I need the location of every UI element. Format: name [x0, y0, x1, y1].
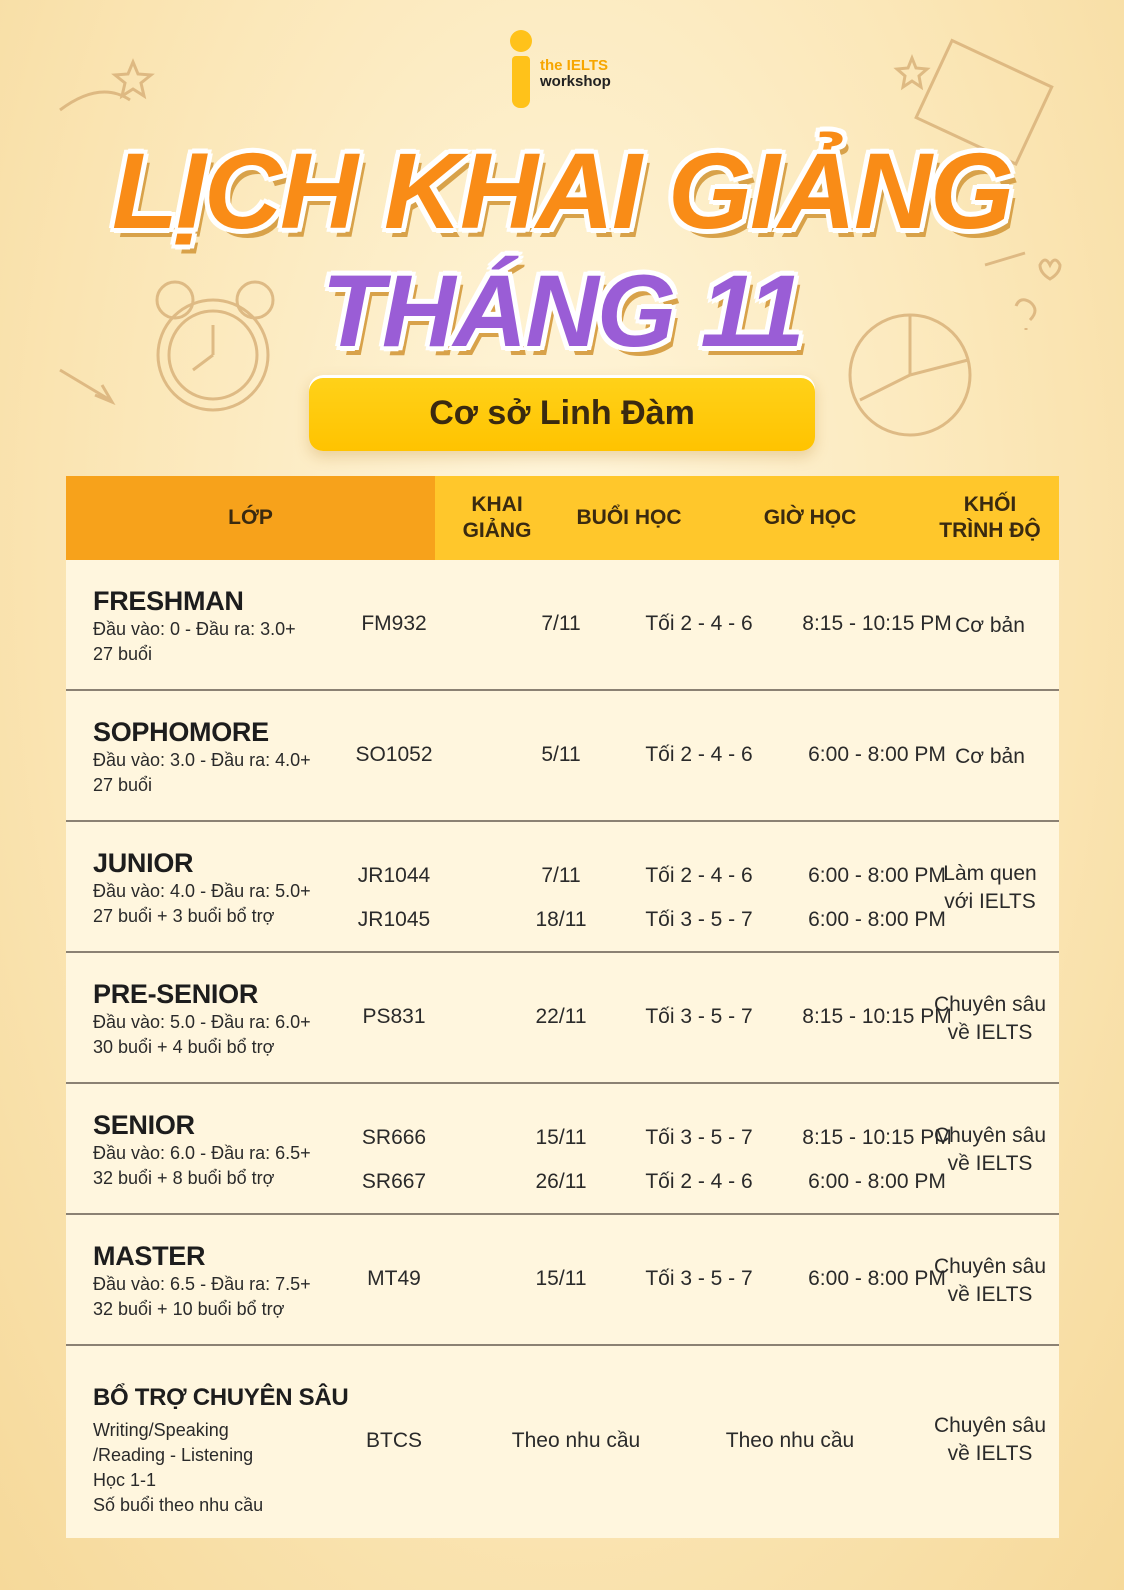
start-date: 18/11	[535, 908, 587, 931]
start-date: 15/11	[535, 1126, 587, 1149]
table-body	[66, 560, 1059, 1346]
start-date: 22/11	[535, 1005, 587, 1028]
logo-i-icon	[506, 30, 536, 108]
campus-badge: Cơ sở Linh Đàm	[309, 375, 815, 451]
course-name: SOPHOMORE	[93, 717, 269, 747]
page-subtitle: THÁNG 11	[321, 254, 803, 368]
course-desc: Đầu vào: 5.0 - Đầu ra: 6.0+ 30 buổi + 4 buổi bổ trợ	[93, 1012, 311, 1057]
header-lop: LỚP	[66, 476, 435, 560]
header-khai-giang: KHAI GIẢNG	[462, 493, 532, 542]
course-desc: Đầu vào: 4.0 - Đầu ra: 5.0+ 27 buổi + 3 buổi bổ trợ	[93, 881, 311, 926]
session-days: Tối 2 - 4 - 6	[645, 1170, 753, 1193]
class-code: SR667	[361, 1170, 427, 1193]
class-code: JR1044	[357, 864, 431, 887]
session-time: 6:00 - 8:00 PM	[808, 908, 946, 931]
level: Cơ bản	[955, 614, 1025, 637]
star-icon	[115, 62, 151, 96]
course-desc: Đầu vào: 6.5 - Đầu ra: 7.5+ 32 buổi + 10 buổi bổ trợ	[93, 1274, 311, 1319]
class-code: JR1045	[357, 908, 431, 931]
session-time: 8:15 - 10:15 PM	[802, 1126, 952, 1149]
level: Cơ bản	[955, 745, 1025, 768]
level: Chuyên sâu về IELTS	[933, 1414, 1047, 1465]
start-date: 7/11	[541, 864, 581, 887]
course-desc: Đầu vào: 3.0 - Đầu ra: 4.0+ 27 buổi	[93, 750, 311, 795]
schedule-table	[66, 476, 1059, 1538]
class-code: BTCS	[365, 1429, 422, 1452]
header-khoi: KHỐI TRÌNH ĐỘ	[939, 493, 1041, 542]
session-time: 6:00 - 8:00 PM	[808, 1170, 946, 1193]
course-desc: Đầu vào: 6.0 - Đầu ra: 6.5+ 32 buổi + 8 buổi bổ trợ	[93, 1143, 311, 1188]
level: Chuyên sâu về IELTS	[933, 1255, 1047, 1306]
table-header	[66, 476, 1059, 560]
table-row-special	[66, 1346, 1059, 1538]
session-time: 6:00 - 8:00 PM	[808, 743, 946, 766]
table-row	[66, 1084, 1059, 1215]
schedule-time: Theo nhu cầu	[725, 1429, 855, 1452]
session-days: Tối 3 - 5 - 7	[645, 1267, 753, 1290]
logo	[506, 30, 611, 108]
table-row	[66, 1215, 1059, 1346]
class-code: PS831	[362, 1005, 426, 1028]
class-code: SR666	[361, 1126, 427, 1149]
table-row	[66, 691, 1059, 822]
course-name: MASTER	[93, 1241, 206, 1271]
start-date: 5/11	[541, 743, 581, 766]
course-name: SENIOR	[93, 1110, 195, 1140]
logo-line1: the IELTS	[540, 57, 609, 74]
level: Làm quen với IELTS	[943, 862, 1037, 913]
class-code: FM932	[361, 612, 427, 635]
course-name: PRE-SENIOR	[93, 979, 259, 1009]
page-title: LỊCH KHAI GIẢNG	[112, 130, 1012, 251]
session-days: Tối 2 - 4 - 6	[645, 612, 753, 635]
header-buoi-hoc: BUỔI HỌC	[576, 506, 682, 529]
course-name: FRESHMAN	[93, 586, 244, 616]
table-row	[66, 822, 1059, 953]
session-time: 6:00 - 8:00 PM	[808, 864, 946, 887]
star-icon-2	[897, 58, 927, 87]
arrow-icon	[60, 370, 112, 402]
session-time: 8:15 - 10:15 PM	[802, 1005, 952, 1028]
session-time: 8:15 - 10:15 PM	[802, 612, 952, 635]
start-date: 7/11	[541, 612, 581, 635]
session-days: Tối 3 - 5 - 7	[645, 1126, 753, 1149]
logo-line2: workshop	[540, 73, 611, 90]
start-date: 15/11	[535, 1267, 587, 1290]
session-days: Tối 2 - 4 - 6	[645, 743, 753, 766]
session-days: Tối 3 - 5 - 7	[645, 1005, 753, 1028]
start-date: Theo nhu cầu	[511, 1429, 641, 1452]
session-time: 6:00 - 8:00 PM	[808, 1267, 946, 1290]
session-days: Tối 3 - 5 - 7	[645, 908, 753, 931]
header-gio-hoc: GIỜ HỌC	[763, 506, 857, 529]
course-name: JUNIOR	[93, 848, 194, 878]
start-date: 26/11	[535, 1170, 587, 1193]
logo-text	[540, 58, 611, 90]
session-days: Tối 2 - 4 - 6	[645, 864, 753, 887]
course-desc: Writing/Speaking /Reading - Listening Học 1-1 Số buổi theo nhu cầu	[93, 1420, 264, 1515]
level: Chuyên sâu về IELTS	[933, 993, 1047, 1044]
level: Chuyên sâu về IELTS	[933, 1124, 1047, 1175]
table-row	[66, 560, 1059, 691]
class-code: SO1052	[355, 743, 433, 766]
table-row	[66, 953, 1059, 1084]
class-code: MT49	[367, 1267, 421, 1290]
course-desc: Đầu vào: 0 - Đầu ra: 3.0+ 27 buổi	[93, 619, 296, 664]
course-name: BỔ TRỢ CHUYÊN SÂU	[93, 1384, 349, 1411]
